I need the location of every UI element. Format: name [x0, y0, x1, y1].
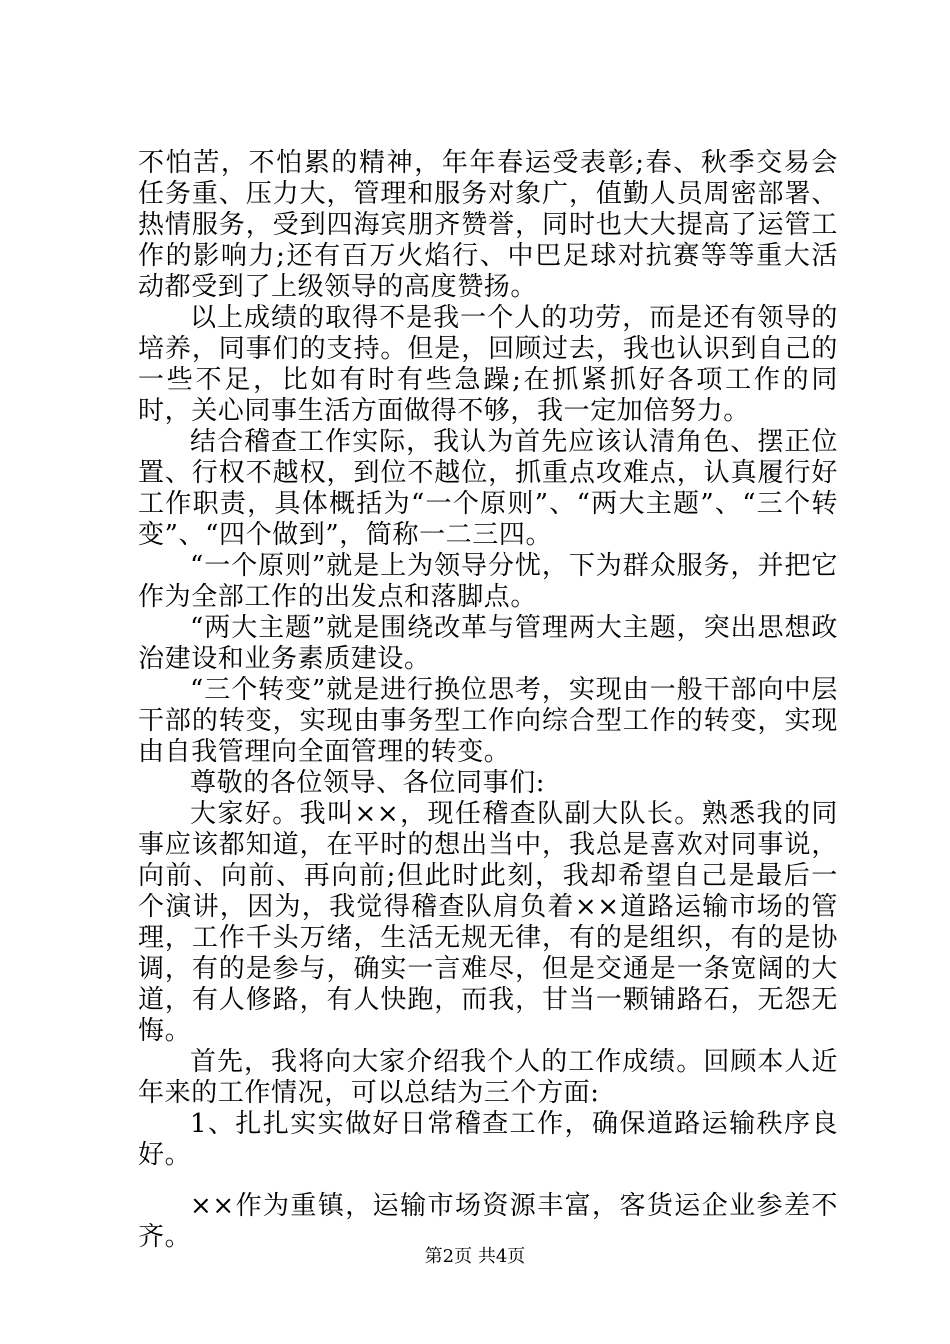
- paragraph-one-principle: “一个原则”就是上为领导分忧，下为群众服务，并把它作为全部工作的出发点和落脚点。: [138, 551, 838, 612]
- paragraph-three-changes: “三个转变”就是进行换位思考，实现由一般干部向中层干部的转变，实现由事务型工作向综合型工作的转变，实现由自我管理向全面管理的转变。: [138, 675, 838, 767]
- paragraph-continued: 不怕苦，不怕累的精神，年年春运受表彰;春、秋季交易会任务重、压力大，管理和服务对象广，值勤人员周密部署、热情服务，受到四海宾朋齐赞誉，同时也大大提高了运管工作的影响力;还有百万火焰行、中巴足球对抗赛等等重大活动都受到了上级领导的高度赞扬。: [138, 148, 838, 302]
- paragraph-work-principles: 结合稽查工作实际，我认为首先应该认清角色、摆正位置、行权不越权，到位不越位，抓重点攻难点，认真履行好工作职责，具体概括为“一个原则”、“两大主题”、“三个转变”、“四个做到”，简称一二三四。: [138, 427, 838, 550]
- page-number-footer: 第2页 共4页: [424, 1246, 526, 1267]
- paragraph-item-one: 1、扎扎实实做好日常稽查工作，确保道路运输秩序良好。: [138, 1109, 838, 1170]
- paragraph-work-summary: 首先，我将向大家介绍我个人的工作成绩。回顾本人近年来的工作情况，可以总结为三个方面:: [138, 1047, 838, 1108]
- paragraph-achievements-credit: 以上成绩的取得不是我一个人的功劳，而是还有领导的培养，同事们的支持。但是，回顾过去，我也认识到自己的一些不足，比如有时有些急躁;在抓紧抓好各项工作的同时，关心同事生活方面做得不够，我一定加倍努力。: [138, 303, 838, 426]
- document-body: [138, 148, 838, 1253]
- paragraph-salutation: 尊敬的各位领导、各位同事们:: [190, 768, 546, 798]
- paragraph-two-themes: “两大主题”就是围绕改革与管理两大主题，突出思想政治建设和业务素质建设。: [138, 613, 838, 674]
- paragraph-market-overview: ××作为重镇，运输市场资源丰富，客货运企业参差不齐。: [138, 1191, 838, 1252]
- paragraph-introduction: 大家好。我叫××，现任稽查队副大队长。熟悉我的同事应该都知道，在平时的想出当中，我总是喜欢对同事说，向前、向前、再向前;但此时此刻，我却希望自己是最后一个演讲，因为，我觉得稽查队肩负着××道路运输市场的管理，工作千头万绪，生活无规无律，有的是组织，有的是协调，有的是参与，确实一言难尽，但是交通是一条宽阔的大道，有人修路，有人快跑，而我，甘当一颗铺路石，无怨无悔。: [138, 799, 838, 1046]
